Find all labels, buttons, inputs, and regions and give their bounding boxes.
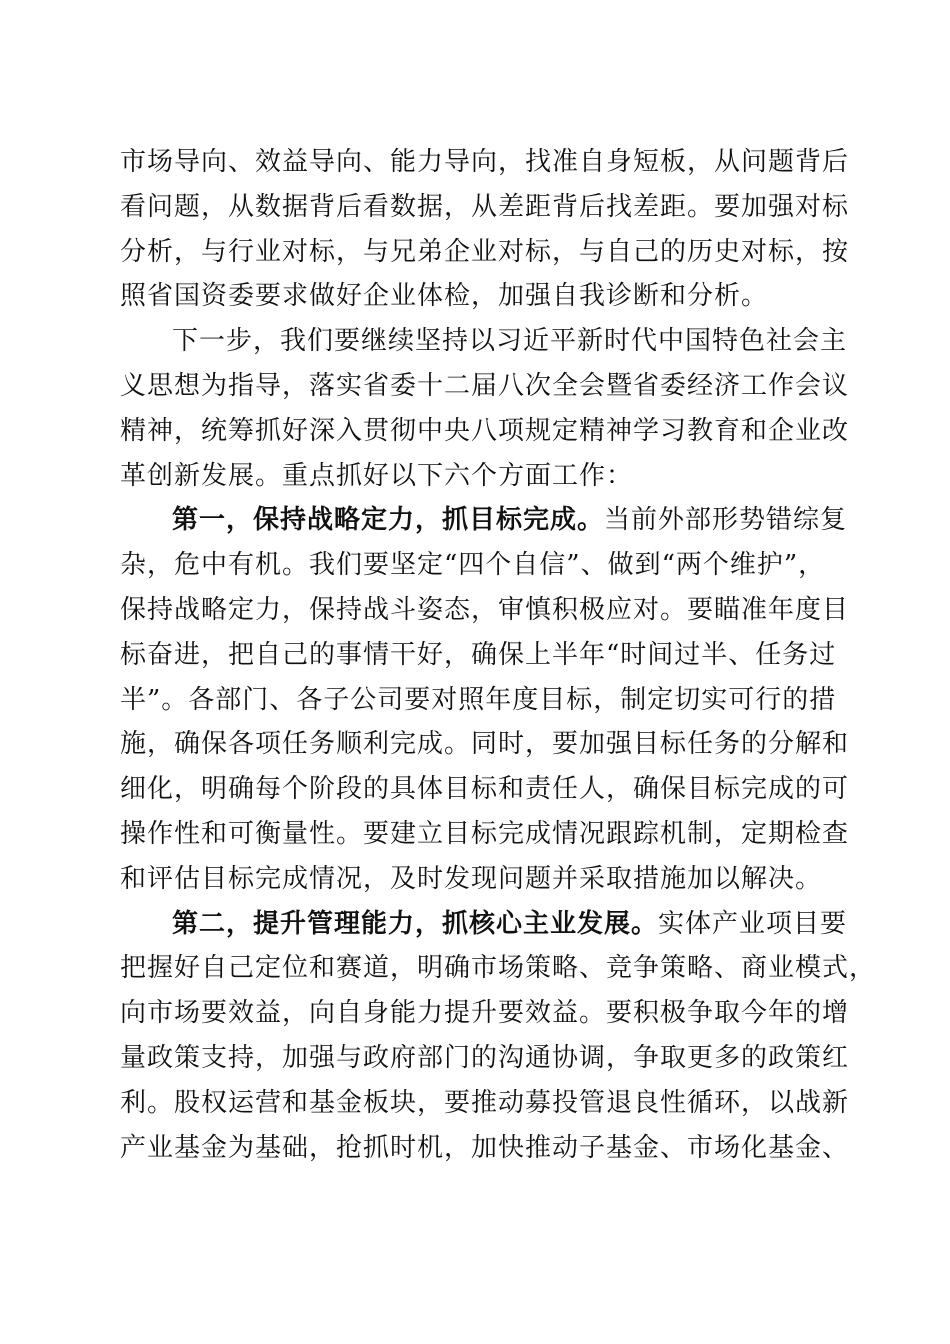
section-heading-first: 第一，保持战略定力，抓目标完成。 <box>172 505 605 536</box>
text-line: 照省国资委要求做好企业体检，加强自我诊断和分析。 <box>120 281 769 312</box>
text-line: 利。股权运营和基金板块，要推动募投管退良性循环，以战新 <box>120 1087 850 1118</box>
text-line <box>120 902 848 947</box>
text-line: 义思想为指导，落实省委十二届八次全会暨省委经济工作会议 <box>120 370 850 401</box>
text-line: 操作性和可衡量性。要建立目标完成情况跟踪机制，定期检查 <box>120 818 850 849</box>
text-line: 革创新发展。重点抓好以下六个方面工作： <box>120 460 634 491</box>
text-line: 分析，与行业对标，与兄弟企业对标，与自己的历史对标，按 <box>120 236 850 267</box>
text-run: 实体产业项目要 <box>658 908 848 939</box>
text-line: 向市场要效益，向自身能力提升要效益。要积极争取今年的增 <box>120 998 850 1029</box>
text-line: 细化，明确每个阶段的具体目标和责任人，确保目标完成的可 <box>120 774 850 805</box>
text-line: 量政策支持，加强与政府部门的沟通协调，争取更多的政策红 <box>120 1042 850 1073</box>
paragraph-next-step <box>120 319 850 498</box>
paragraph-strategic-focus <box>120 498 850 901</box>
text-line: 保持战略定力，保持战斗姿态，审慎积极应对。要瞄准年度目 <box>120 594 850 625</box>
text-line: 下一步，我们要继续坚持以习近平新时代中国特色社会主 <box>172 326 848 357</box>
text-line: 精神，统筹抓好深入贯彻中央八项规定精神学习教育和企业改 <box>120 415 850 446</box>
text-line: 市场导向、效益导向、能力导向，找准自身短板，从问题背后 <box>120 147 850 177</box>
text-run: 当前外部形势错综复 <box>604 505 848 536</box>
text-line: 看问题，从数据背后看数据，从差距背后找差距。要加强对标 <box>120 191 850 222</box>
text-line: 施，确保各项任务顺利完成。同时，要加强目标任务的分解和 <box>120 729 850 760</box>
text-line: 杂，危中有机。我们要坚定“四个自信”、做到“两个维护”， <box>120 550 826 581</box>
text-line: 和评估目标完成情况，及时发现问题并采取措施加以解决。 <box>120 863 823 894</box>
text-line <box>120 498 848 543</box>
text-line: 标奋进，把自己的事情干好，确保上半年“时间过半、任务过 <box>120 639 837 670</box>
section-heading-second: 第二，提升管理能力，抓核心主业发展。 <box>172 908 659 939</box>
text-line: 产业基金为基础，抢抓时机，加快推动子基金、市场化基金、 <box>120 1132 850 1163</box>
text-line: 把握好自己定位和赛道，明确市场策略、竞争策略、商业模式， <box>120 953 877 984</box>
paragraph-management-capability <box>120 902 877 1171</box>
text-line: 半”。各部门、各子公司要对照年度目标，制定切实可行的措 <box>120 684 837 715</box>
paragraph-market-orientation <box>120 140 850 319</box>
document-body <box>120 140 877 1170</box>
